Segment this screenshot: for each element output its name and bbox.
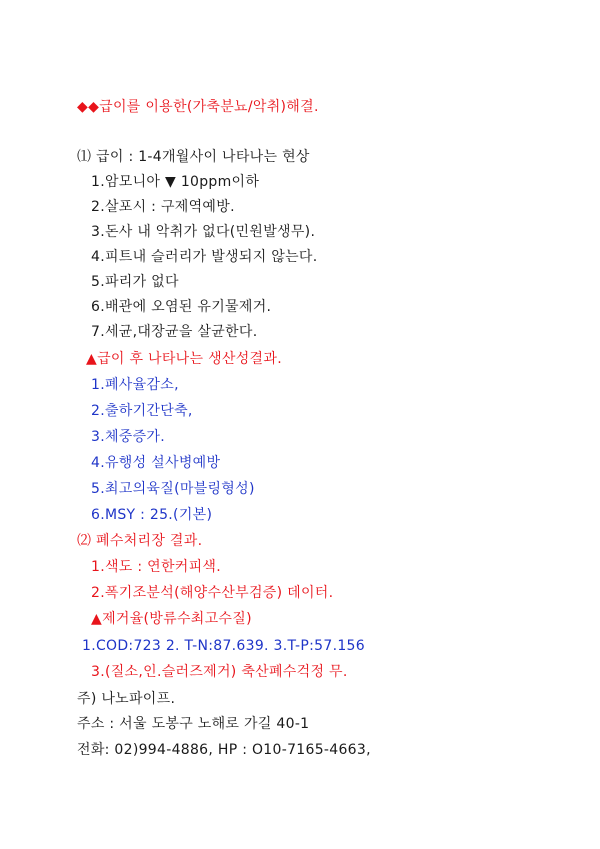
list-item: 6.MSY : 25.(기본)	[91, 507, 213, 523]
list-item: 5.최고의육질(마블링형성)	[91, 481, 255, 497]
section2-heading: ⑵ 폐수처리장 결과.	[77, 533, 203, 549]
company-address: 주소 : 서울 도봉구 노해로 가길 40-1	[77, 716, 310, 732]
list-item: 5.파리가 없다	[91, 274, 179, 290]
list-item: 1.폐사율감소,	[91, 377, 179, 393]
list-item: 2.살포시 : 구제역예방.	[91, 199, 235, 215]
company-phone: 전화: 02)994-4886, HP : O10-7165-4663,	[77, 742, 371, 758]
list-item: 6.배관에 오염된 유기물제거.	[91, 299, 272, 315]
list-item: 1.암모니아 ▼ 10ppm이하	[91, 174, 260, 190]
company-name: 주) 나노파이프.	[77, 691, 176, 707]
removal-heading: ▲제거율(방류수최고수질)	[91, 611, 252, 627]
list-item: 4.피트내 슬러리가 발생되지 않는다.	[91, 249, 318, 265]
document-title: ◆◆급이를 이용한(가축분뇨/악취)해결.	[77, 99, 319, 115]
removal-values: 1.COD:723 2. T-N:87.639. 3.T-P:57.156	[82, 638, 365, 654]
list-item: 4.유행성 설사병예방	[91, 455, 221, 471]
results-heading: ▲급이 후 나타나는 생산성결과.	[86, 351, 282, 367]
section1-heading: ⑴ 급이 : 1-4개월사이 나타나는 현상	[77, 149, 310, 165]
list-item: 3.체중증가.	[91, 429, 166, 445]
analysis-item: 2.폭기조분석(해양수산부검증) 데이터.	[91, 585, 334, 601]
note-item: 3.(질소,인.슬러즈제거) 축산폐수걱정 무.	[91, 664, 348, 680]
list-item: 3.돈사 내 악취가 없다(민원발생무).	[91, 224, 316, 240]
list-item: 7.세균,대장균을 살균한다.	[91, 324, 258, 340]
color-item: 1.색도 : 연한커피색.	[91, 559, 221, 575]
list-item: 2.출하기간단축,	[91, 403, 193, 419]
